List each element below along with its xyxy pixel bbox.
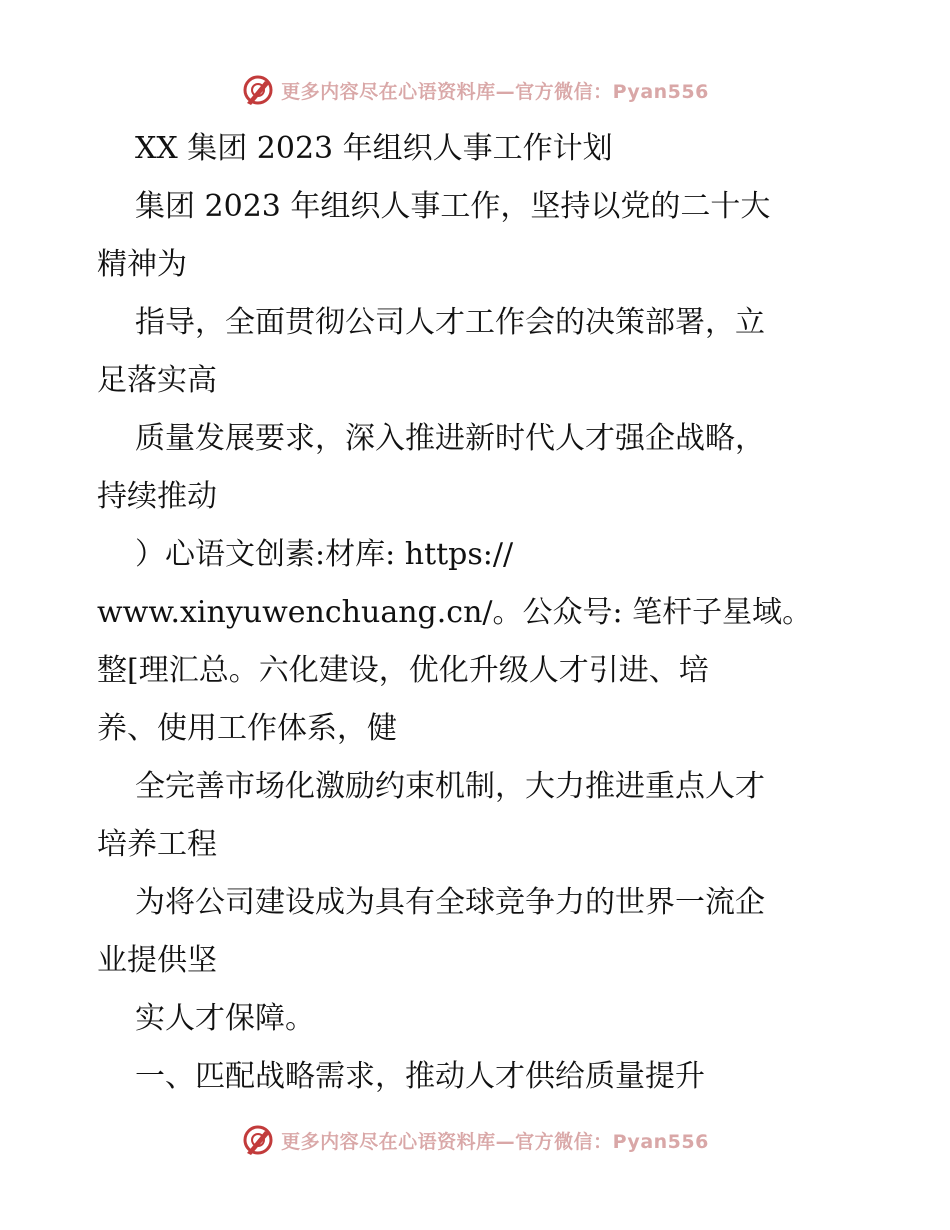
watermark-text: 更多内容尽在心语资料库—官方微信：Pyan556 bbox=[281, 80, 709, 103]
doc-line: 质量发展要求，深入推进新时代人才强企战略， bbox=[135, 421, 765, 456]
doc-line: 培养工程 bbox=[97, 827, 217, 862]
watermark-text: 更多内容尽在心语资料库—官方微信：Pyan556 bbox=[281, 1130, 709, 1153]
pen-logo-icon bbox=[241, 73, 275, 107]
doc-line: ）心语文创素:材库: https:// bbox=[135, 537, 514, 572]
footer-watermark bbox=[0, 1120, 950, 1160]
doc-line: 实人才保障。 bbox=[135, 1001, 315, 1036]
section-heading: 一、匹配战略需求，推动人才供给质量提升 bbox=[135, 1059, 705, 1094]
header-watermark bbox=[0, 70, 950, 110]
doc-line: 足落实高 bbox=[97, 363, 217, 398]
doc-line: 养、使用工作体系，健 bbox=[97, 711, 397, 746]
doc-line: 全完善市场化激励约束机制，大力推进重点人才 bbox=[135, 769, 765, 804]
doc-title: XX 集团 2023 年组织人事工作计划 bbox=[135, 131, 613, 166]
pen-logo-icon bbox=[241, 1123, 275, 1157]
document-body bbox=[97, 120, 867, 1106]
doc-line: 精神为 bbox=[97, 247, 187, 282]
doc-line: 为将公司建设成为具有全球竞争力的世界一流企 bbox=[135, 885, 765, 920]
doc-line: 指导，全面贯彻公司人才工作会的决策部署，立 bbox=[135, 305, 765, 340]
doc-line: 整[理汇总。六化建设，优化升级人才引进、培 bbox=[97, 653, 709, 688]
doc-line: 业提供坚 bbox=[97, 943, 217, 978]
doc-line: 集团 2023 年组织人事工作，坚持以党的二十大 bbox=[135, 189, 771, 224]
doc-line: www.xinyuwenchuang.cn/。公众号: 笔杆子星域。 bbox=[97, 595, 813, 630]
doc-line: 持续推动 bbox=[97, 479, 217, 514]
